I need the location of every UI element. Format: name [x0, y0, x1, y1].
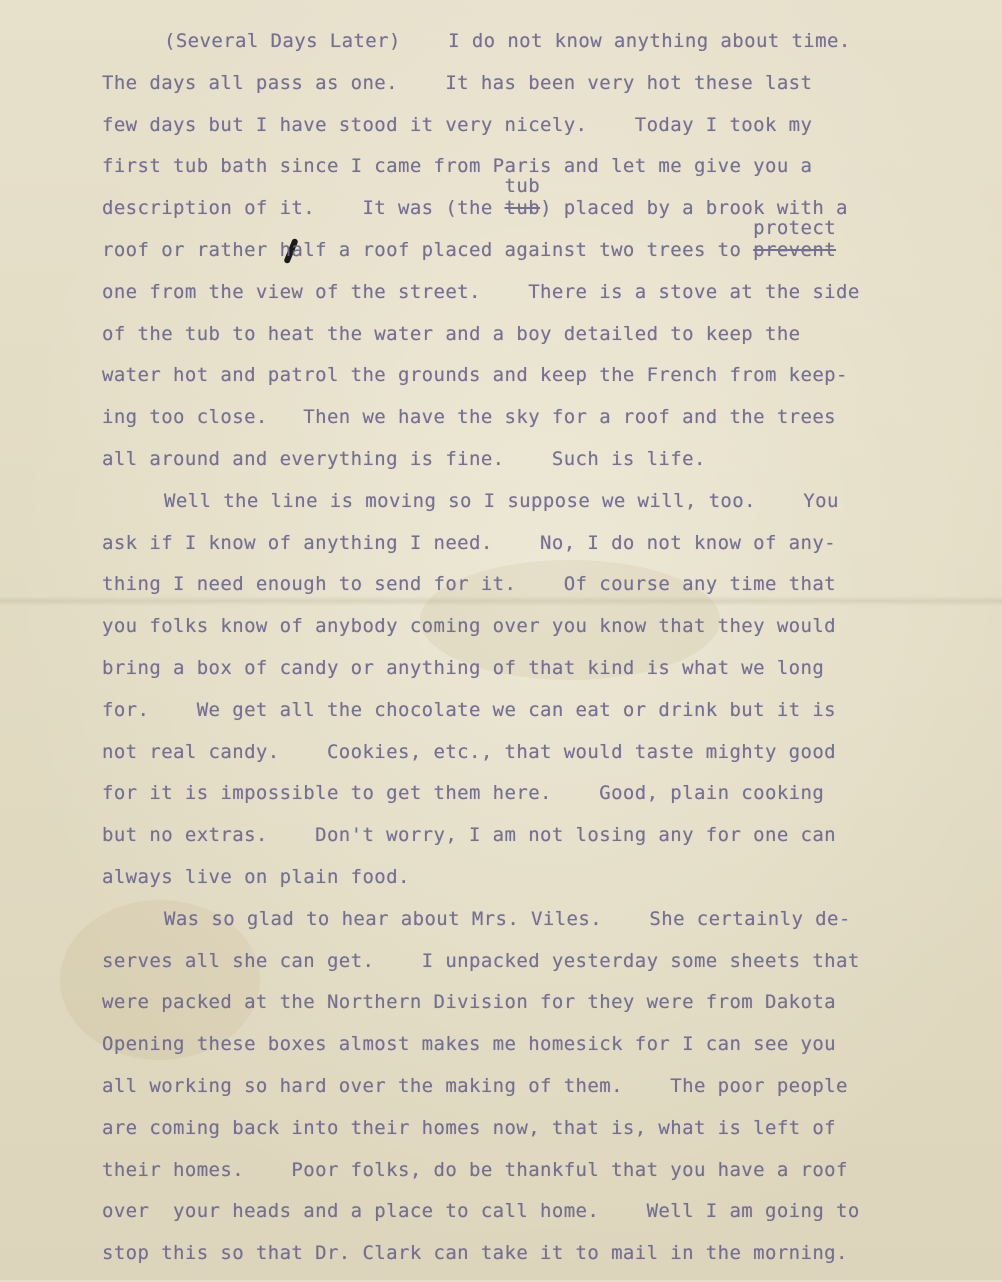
- text-segment: description of it. It was (the: [102, 197, 505, 220]
- text-line: not real candy. Cookies, etc., that would taste mighty good: [102, 740, 837, 763]
- text-line: you folks know of anybody coming over you know that they would: [102, 615, 837, 638]
- text-line: thing I need enough to send for it. Of course any time that: [102, 573, 837, 596]
- text-line: serves all she can get. I unpacked yesterday some sheets that: [102, 949, 860, 972]
- text-line: Well the line is moving so I suppose we will, too. You: [164, 489, 839, 512]
- struck-word: tub: [504, 197, 541, 220]
- text-segment: ) placed by a brook with a: [540, 197, 848, 220]
- text-line: are coming back into their homes now, that is, what is left of: [102, 1116, 837, 1139]
- typed-letter-text: [102, 28, 902, 1282]
- text-line: all around and everything is fine. Such is life.: [102, 447, 706, 470]
- correction: [753, 216, 837, 263]
- text-line: (Several Days Later) I do not know anything about time.: [164, 30, 851, 52]
- text-line: ing too close. Then we have the sky for a roof and the trees: [102, 406, 837, 429]
- text-line: The days all pass as one. It has been very hot these last: [102, 71, 813, 94]
- text-line: few days but I have stood it very nicely. Today I took my: [102, 113, 813, 136]
- text-line: were packed at the Northern Division for they were from Dakota: [102, 991, 837, 1014]
- text-line: water hot and patrol the grounds and keep the French from keep-: [102, 364, 848, 387]
- correction: [504, 175, 541, 221]
- text-segment: roof or rather half a roof placed against two trees to: [102, 238, 754, 261]
- inserted-word: tub: [504, 175, 541, 198]
- text-line: always live on plain food.: [102, 865, 410, 888]
- text-line: but no extras. Don't worry, I am not losing any for one can: [102, 824, 837, 847]
- text-line: for. We get all the chocolate we can eat or drink but it is: [102, 698, 837, 721]
- text-line: for it is impossible to get them here. Good, plain cooking: [102, 782, 825, 805]
- text-line: ask if I know of anything I need. No, I do not know of any-: [102, 531, 837, 554]
- text-line: of the tub to heat the water and a boy detailed to keep the: [102, 322, 801, 345]
- text-line: over your heads and a place to call home. Well I am going to: [102, 1200, 860, 1223]
- text-line: one from the view of the street. There is a stove at the side: [102, 280, 860, 303]
- inserted-word: protect: [753, 216, 837, 239]
- struck-word: prevent: [753, 238, 837, 261]
- text-line: all working so hard over the making of them. The poor people: [102, 1074, 848, 1097]
- text-line: Was so glad to hear about Mrs. Viles. She certainly de-: [164, 907, 851, 930]
- text-line: stop this so that Dr. Clark can take it to mail in the morning.: [102, 1242, 848, 1265]
- text-line: bring a box of candy or anything of that kind is what we long: [102, 656, 825, 679]
- text-line-with-correction: [102, 216, 902, 279]
- text-line: their homes. Poor folks, do be thankful that you have a roof: [102, 1158, 848, 1181]
- text-line: Opening these boxes almost makes me homesick for I can see you: [102, 1033, 837, 1056]
- text-line: first tub bath since I came from Paris and let me give you a: [102, 155, 813, 178]
